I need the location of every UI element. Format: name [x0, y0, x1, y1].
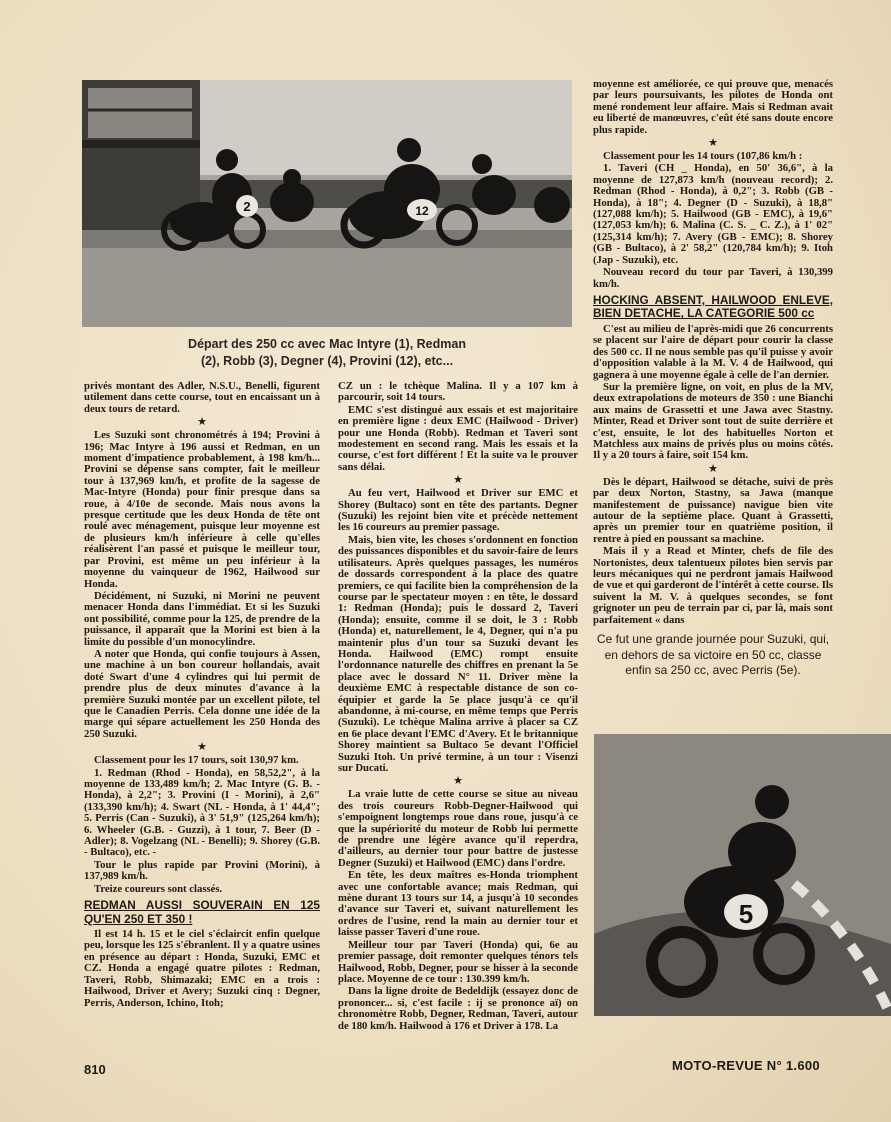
article-column-3: [593, 79, 833, 679]
paragraph: C'est au milieu de l'après-midi que 26 concurrents se placent sur l'aire de départ pour courir la classe des 500 cc. Il ne nous semble pas qu'il puisse y avoir d'opposition valable à la M. V. 4 de Hailwood, qui gagnera à une moyenne égale à celle de l'an dernier.: [593, 322, 833, 381]
paragraph: EMC s'est distingué aux essais et est majoritaire en première ligne : deux EMC (Hailwood - Driver) pour une Honda (Robb). Redman et Taveri sont modestement en second rang. Mais les essais et la course, c'est fort différent ! Et la suite va le prouver sans délai.: [338, 403, 578, 473]
article-column-2: [338, 381, 578, 1033]
article-column-1: [84, 381, 320, 1010]
photo-number-12: 12: [415, 204, 429, 218]
paragraph: La vraie lutte de cette course se situe au niveau des trois coureurs Robb-Degner-Hailwood qui s'empoignent longtemps roue dans roue, jusqu'à ce que la supériorité du moteur de Robb lui permette de prendre une légère avance qu'il reperdra, d'ailleurs, au dernier tour pour battre de justesse Degner (Suzuki) et Hailwood (EMC) dans l'ordre.: [338, 788, 578, 869]
results-heading-250: Classement pour les 17 tours, soit 130,97 km.: [94, 754, 299, 767]
lap-record-125: Nouveau record du tour par Taveri, à 130,399 km/h.: [593, 266, 833, 290]
paragraph: Les Suzuki sont chronométrés à 194; Provini à 196; Mac Intyre à 196 aussi et Redman, en un moment d'impatience probablement, à 198 km/h... Provini se dépense sans compter, fait le meilleur tour à 137,969 km/h, et profite de la sagesse de Mac-Intyre (Honda) pour finir presque dans sa roue, à 4/10e de seconde. Mais nous avons la presque certitude que les deux Honda de tête ont roulé avec ménagement, puisque leur moyenne est de plusieurs km/h inférieure à celle qu'elles réalisèrent l'an passé et puisque le meilleur tour, par Provini, est même un peu inférieur à la moyenne du vainqueur de 1962, Hailwood sur Honda.: [84, 429, 320, 590]
magazine-issue: MOTO-REVUE N° 1.600: [672, 1058, 820, 1073]
paragraph: Meilleur tour par Taveri (Honda) qui, 6e au premier passage, doit remonter quelques ténors tels Hailwood, Robb, Degner, pour se hisser à la seconde place. Moyenne de ce tour : 130.399 km/h.: [338, 938, 578, 985]
caption-line-1: Départ des 250 cc avec Mac Intyre (1), Redman: [188, 337, 466, 351]
photo-number-5: 5: [738, 899, 754, 929]
star-separator: ★: [453, 775, 463, 788]
paragraph: moyenne est améliorée, ce qui prouve que, menacés par leurs poursuivants, les pilotes de Honda ont mené rondement leur affaire. Mais si Redman avait eu liberté de manœuvres, c'eût été sans doute encore plus rapide.: [593, 78, 833, 136]
paragraph: privés montant des Adler, N.S.U., Benelli, figurent utilement dans cette course, tout en encaissant un à deux tours de retard.: [84, 380, 320, 415]
pull-quote: Ce fut une grande journée pour Suzuki, qui, en dehors de sa victoire en 50 cc, classe enfin sa 250 cc, avec Perris (5e).: [596, 632, 830, 678]
paragraph: Dès le départ, Hailwood se détache, suivi de près par deux Norton, Stastny, sa Jawa (manque manifestement de puissance) navigue bien vite autour de la septième place. Quant à Grassetti, après un premier tour en quatrième position, il rentre à pied en poussant sa machine.: [593, 475, 833, 545]
paragraph: Décidément, ni Suzuki, ni Morini ne peuvent menacer Honda dans l'immédiat. Et si les Suzuki ont possibilité, comme pour la 125, de prendre de la puissance, il apparaît que la Morini est bien à la limite du possible d'un monocylindre.: [84, 589, 320, 648]
paragraph: A noter que Honda, qui confie toujours à Assen, une machine à un bon coureur hollandais, avait doté Swart d'une 4 cylindres qui lui permit de prendre plus de deux minutes d'avance à la première Suzuki montée par un excellent pilote, tel que le Canadien Perris. Cela donne une idée de la marge qui sépare actuellement les 250 Honda des 250 Suzuki.: [84, 647, 320, 740]
star-separator: ★: [708, 137, 718, 150]
paragraph: Dans la ligne droite de Bedeldijk (essayez donc de prononcer... si, c'est facile : ij se prononce aï) on chronomètre Robb, Degner, Redman, Taveri, autour de 180 km/h. Hailwood à 176 et Driver à 178. La: [338, 985, 578, 1032]
photo-caption: [82, 336, 572, 370]
fastest-lap-250: Tour le plus rapide par Provini (Morini), à 137,989 km/h.: [84, 858, 320, 883]
star-separator: ★: [197, 741, 207, 754]
star-separator: ★: [708, 462, 718, 475]
race-start-photo: [82, 80, 572, 327]
paragraph: Mais il y a Read et Minter, chefs de file des Nortonistes, deux talentueux pilotes bien servis par leurs mécaniques qui ne perdront jamais Hailwood de vue et qui garderont de l'intérêt à cette course. Ils suivent la M. V. à quelques secondes, se font grignoter un peu de terrain par ci, par là, mais sont parfaitement « dans: [593, 545, 833, 626]
section-heading-500: HOCKING ABSENT, HAILWOOD ENLEVE, BIEN DETACHE, LA CATEGORIE 500 cc: [593, 292, 833, 321]
paragraph: CZ un : le tchèque Malina. Il y a 107 km à parcourir, soit 14 tours.: [338, 380, 578, 404]
paragraph: Au feu vert, Hailwood et Driver sur EMC et Shorey (Bultaco) sont en tête des partants. Degner (Suzuki) les rejoint bien vite et précède nettement les 16 coureurs au premier passage.: [338, 487, 578, 534]
paragraph: Sur la première ligne, on voit, en plus de la MV, deux extrapolations de moteurs de 350 : une Bianchi aux mains de Grassetti et une Jawa avec Stastny. Minter, Read et Driver sont tout de suite derrière et c'est, ensuite, le lot des habituelles Norton et Matchless aux mains de privés plus ou moins côtés. Il y a 20 tours à faire, soit 154 km.: [593, 380, 833, 462]
page-number: 810: [84, 1062, 106, 1077]
section-heading-125: REDMAN AUSSI SOUVERAIN EN 125 QU'EN 250 ET 350 !: [84, 898, 320, 926]
paragraph: Mais, bien vite, les choses s'ordonnent en fonction des puissances disponibles et du savoir-faire de leurs utilisateurs. Après quelques passages, les numéros de dossards correspondent à la place des quatre premiers, ce qui facilite bien la compréhension de la course par le spectateur moyen : en tête, le dossard 1: Redman (Honda); puis le dossard 2, Taveri (Honda); ensuite, comme il se doit, le 3 : Robb (Honda) et, naturellement, le 4, Degner, qui n'a pu maintenir plus d'un tour sa Suzuki devant les Honda. Hailwood (EMC) rompt ensuite l'ordonnance naturelle des chiffres en prenant la 5e place avec le dossard N° 11. Driver mène la deuxième EMC à respectable distance de son co-équipier et garde la 5e place jusqu'à ce qu'il abandonne, à mi-course, en même temps que Perris (Suzuki). Le tchèque Malina arrive à placer sa CZ en 6e place devant l'EMC d'Avery. Et le britannique Shorey maintient sa Bultaco 5e devant l'Officiel Suzuki Itoh. Un privé termine, à un tour : Visenzi sur Ducati.: [338, 533, 578, 774]
paragraph: Il est 14 h. 15 et le ciel s'éclaircit enfin quelque peu, lorsque les 125 s'ébranlent. Il y a quatre usines en présence au départ : Honda, Suzuki, EMC et CZ. Honda a engagé quatre pilotes : Redman, Taveri, Robb, Shimazaki; EMC en a trois : Hailwood, Driver et Avery; Suzuki cinq : Degner, Perris, Anderson, Ichino, Itoh;: [84, 928, 320, 1009]
results-heading-125: Classement pour les 14 tours (107,86 km/h :: [603, 150, 803, 163]
rider-illustration: [594, 734, 891, 1016]
star-separator: ★: [197, 416, 207, 429]
paragraph: En tête, les deux maîtres es-Honda triomphent avec une confortable avance; mais Redman, qui mène durant 13 tours sur 14, a jusqu'à 10 secondes d'avance sur Taveri et, suivant naturellement les ordres de l'usine, rend la main au dernier tour et laisse passer Taveri d'une roue.: [338, 869, 578, 939]
caption-line-2: (2), Robb (3), Degner (4), Provini (12), etc...: [200, 354, 454, 368]
results-250: 1. Redman (Rhod - Honda), en 58,52,2", à la moyenne de 133,489 km/h; 2. Mac Intyre (G. B. - Honda), à 2,2"; 3. Provini (I - Morini), à 2,6" (133,390 km/h); 4. Swart (NL - Honda, à 1' 44,4"; 5. Perris (Can - Suzuki), à 3' 51,9" (125,264 km/h); 6. Wheeler (G.B. - Guzzi), à 1 tour, 7. Beer (D - Adler); 8. Vogelzang (NL - Benelli); 9. Shorey (G.B. - Bultaco), etc. -: [84, 766, 320, 859]
classified-count: Treize coureurs sont classés.: [94, 882, 223, 895]
star-separator: ★: [453, 474, 463, 487]
rider-photo: [594, 734, 891, 1016]
photo-number-2: 2: [243, 199, 251, 214]
results-125: 1. Taveri (CH _ Honda), en 50' 36,6", à la moyenne de 127,873 km/h (nouveau record); 2. Redman (Rhod - Honda), à 0,2"; 3. Robb (GB - Honda), à 18"; 4. Degner (D - Suzuki), à 18,8" (127,088 km/h); 5. Hailwood (GB - EMC), à 19,6" (127,053 km/h); 6. Malina (C. S. _ C. Z.), à 1' 02" (125,314 km/h); 7. Avery (GB - EMC); 8. Shorey (GB - Bultaco), à 2' 58,2" (120,784 km/h); 9. Itoh (Jap - Suzuki), etc.: [593, 162, 833, 266]
race-start-illustration: [82, 80, 572, 327]
